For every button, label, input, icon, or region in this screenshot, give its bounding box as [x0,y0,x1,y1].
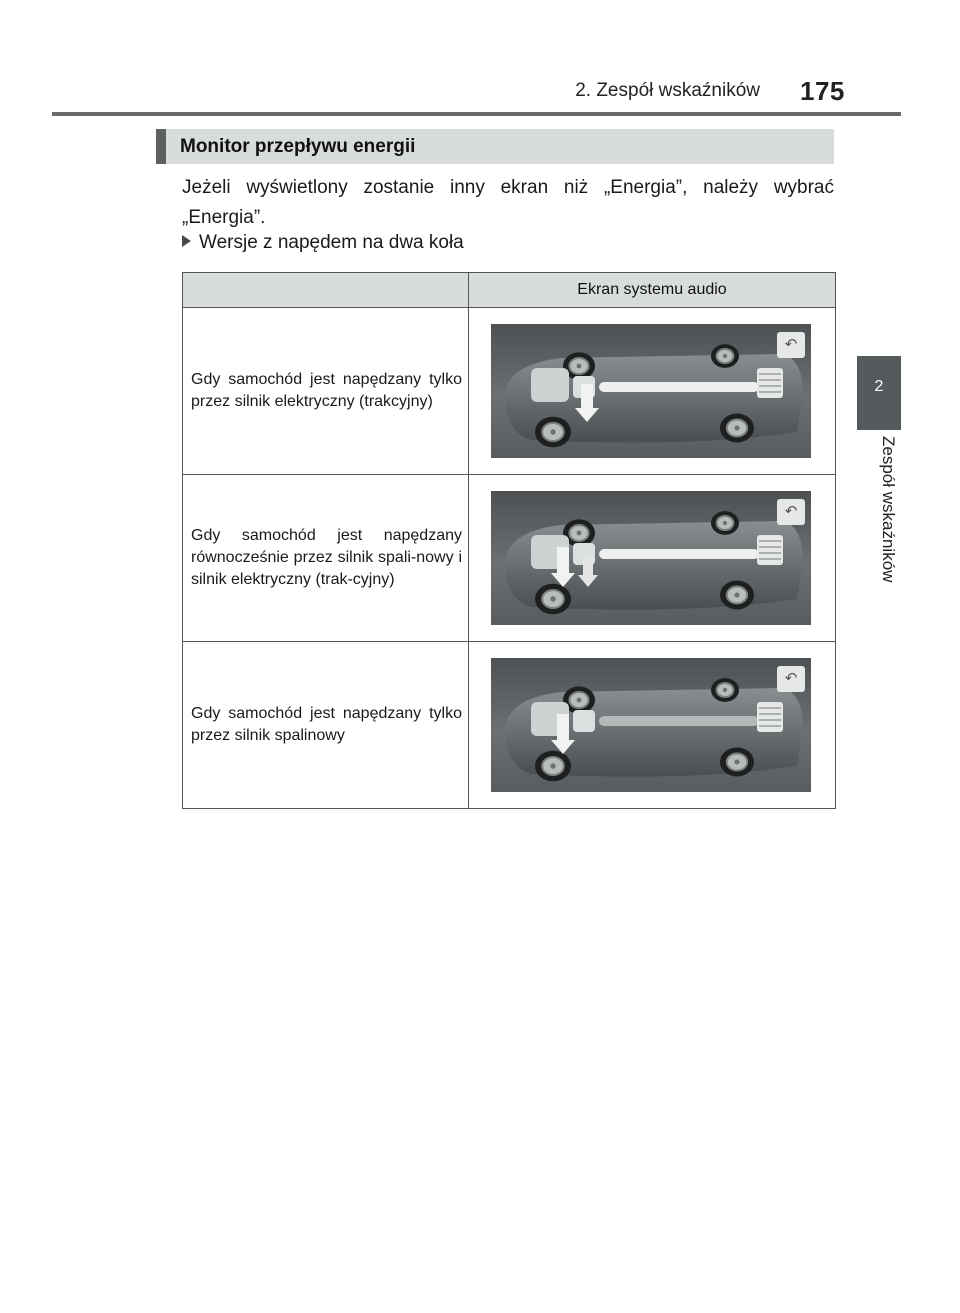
wheel-hub [577,364,582,369]
intro-paragraph: Jeżeli wyświetlony zostanie inny ekran niż „Energia”, należy wybrać „Energia”. [182,177,834,228]
table-header-empty [183,273,469,308]
energy-line [599,549,759,559]
header-section-title: 2. Zespół wskaźników [575,80,760,101]
energy-line [599,382,759,392]
return-arrow-icon: ↶ [777,332,805,358]
wheel-hub [577,698,582,703]
wheel-hub [723,521,727,525]
battery [757,702,783,732]
motor-unit [573,710,595,732]
header-divider [52,112,901,116]
condition-cell [183,642,469,809]
section-title: Monitor przepływu energii [156,129,834,164]
wheel-hub [577,531,582,536]
triangle-right-icon [182,235,191,247]
chapter-number: 2 [874,378,884,395]
chapter-tab [857,356,901,430]
wheel-hub [734,425,739,430]
return-arrow-icon: ↶ [777,666,805,692]
table-row [183,308,836,475]
condition-text: Gdy samochód jest napędzany równocześnie przez silnik spali-nowy i silnik elektryczny (trak-cyjny) [191,527,462,588]
energy-line [599,716,759,726]
condition-cell [183,308,469,475]
table-row [183,475,836,642]
condition-text: Gdy samochód jest napędzany tylko przez silnik elektryczny (trakcyjny) [191,371,462,410]
bullet-text: Wersje z napędem na dwa koła [199,232,464,253]
car-illustration [491,324,811,458]
page-number: 175 [800,76,845,106]
wheel-hub [723,688,727,692]
table-header-audio-screen: Ekran systemu audio [469,273,836,308]
screen-cell [469,642,836,809]
page-header [0,0,960,120]
battery [757,368,783,398]
energy-monitor-table [182,272,836,809]
condition-text: Gdy samochód jest napędzany tylko przez silnik spalinowy [191,705,462,744]
wheel-hub [734,592,739,597]
wheel-hub [550,763,555,768]
energy-flow-screen [491,491,811,625]
energy-flow-screen [491,324,811,458]
wheel-hub [550,429,555,434]
battery [757,535,783,565]
engine-block [531,368,569,402]
screen-cell [469,475,836,642]
condition-cell [183,475,469,642]
wheel-hub [550,596,555,601]
return-arrow-icon: ↶ [777,499,805,525]
table-header-row [183,273,836,308]
chapter-label: Zespół wskaźników [879,436,898,583]
bullet-item [182,230,464,256]
car-illustration [491,491,811,625]
energy-flow-screen [491,658,811,792]
wheel-hub [734,759,739,764]
wheel-hub [723,354,727,358]
screen-cell [469,308,836,475]
table-row [183,642,836,809]
car-illustration [491,658,811,792]
